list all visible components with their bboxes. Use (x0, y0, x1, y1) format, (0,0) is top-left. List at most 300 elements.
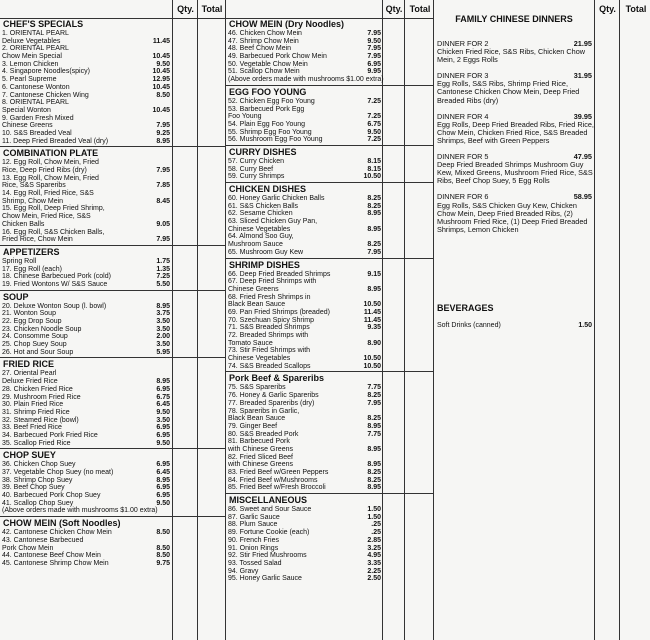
menu-item-price: 7.95 (367, 248, 381, 256)
menu-item-name: 61. S&S Chicken Balls (228, 202, 299, 210)
menu-item-price: 2.85 (367, 536, 381, 544)
menu-item (0, 122, 225, 130)
menu-item-name: 43. Cantonese Barbecued (2, 536, 84, 544)
menu-item-price: 10.50 (363, 362, 381, 370)
menu-item-name: 82. Fried Sliced Beef (228, 453, 293, 461)
menu-item-name: Deluxe Fried Rice (2, 378, 58, 386)
menu-item (0, 130, 225, 138)
menu-section (0, 516, 225, 567)
menu-item (226, 173, 433, 181)
family-dinners-list (434, 40, 594, 242)
section-divider (0, 290, 225, 291)
section-divider (0, 516, 225, 517)
menu-item-price: 4.95 (367, 552, 381, 560)
qty-column-rule (594, 0, 595, 640)
menu-item-name: 95. Honey Garlic Sauce (228, 575, 302, 583)
menu-item-name: 63. Sliced Chicken Guy Pan, (228, 218, 318, 226)
menu-item-price: 11.45 (152, 37, 170, 45)
menu-item (226, 38, 433, 46)
menu-item-price: 8.25 (367, 195, 381, 202)
menu-item-price: 12.95 (152, 76, 170, 84)
menu-item-price: 8.95 (367, 210, 381, 218)
total-header: Total (404, 0, 435, 18)
menu-item-price: 6.95 (156, 385, 170, 393)
menu-item-price: 8.95 (367, 225, 381, 233)
menu-item-price: 10.45 (152, 106, 170, 114)
menu-item-price: 7.85 (156, 182, 170, 190)
menu-item-price: 8.25 (367, 392, 381, 400)
menu-item-price: 7.25 (367, 113, 381, 121)
menu-item-price: 5.95 (156, 348, 170, 356)
menu-item (226, 384, 433, 392)
menu-item (226, 469, 433, 477)
menu-item-name: Chow Mein Special (2, 53, 62, 61)
dinner-price: 31.95 (573, 71, 592, 81)
menu-item (226, 271, 433, 279)
menu-item-name: 55. Shrimp Egg Foo Young (228, 128, 312, 136)
menu-item-name: 94. Gravy (228, 567, 259, 575)
menu-item (226, 30, 433, 38)
menu-item (0, 409, 225, 417)
dinner-items: Egg Rolls, S&S Chicken Guy Kew, Chicken Chow Mein, Deep Fried Breaded Ribs, (2) Mushroom Fried Rice, (1) Deep Fried Breaded Shrimps, Lemon Chicken (437, 200, 588, 234)
menu-item-name: 24. Consomme Soup (2, 333, 68, 341)
qty-header: Qty. (172, 0, 198, 18)
menu-item-name: 1. ORIENTAL PEARL (2, 30, 69, 37)
menu-item-name: Fried Rice, Chow Mein (2, 236, 73, 244)
section-divider (226, 493, 433, 494)
menu-section (226, 493, 433, 583)
menu-item-name: 85. Fried Beef w/Fresh Broccoli (228, 484, 326, 492)
menu-item-price: 8.95 (156, 378, 170, 386)
menu-item-name: 67. Deep Fried Shrimps with (228, 278, 317, 286)
menu-item-name: 52. Chicken Egg Foo Young (228, 97, 315, 105)
menu-item-price: 3.25 (367, 544, 381, 552)
menu-item-price: 2.50 (367, 575, 381, 583)
menu-item (0, 545, 225, 553)
menu-item-name: 62. Sesame Chicken (228, 210, 293, 218)
menu-item-price: 10.45 (152, 68, 170, 76)
menu-item-price: 7.95 (367, 399, 381, 407)
menu-item (226, 400, 433, 408)
menu-column-1 (0, 0, 225, 640)
menu-item (0, 552, 225, 560)
menu-section (226, 145, 433, 181)
menu-item (0, 190, 225, 198)
section-divider (226, 371, 433, 372)
menu-item (226, 514, 433, 522)
menu-item-name: 80. S&S Breaded Pork (228, 430, 299, 438)
section-divider (226, 258, 433, 259)
menu-item (0, 386, 225, 394)
dinner-price: 39.95 (573, 111, 592, 121)
menu-item-price: 8.95 (156, 476, 170, 484)
menu-item-price: 3.50 (156, 341, 170, 349)
menu-item-name: with Chinese Greens (228, 461, 293, 469)
menu-item-name: Chinese Vegetables (228, 355, 291, 363)
menu-item-name: Chinese Greens (228, 285, 279, 293)
menu-item (0, 221, 225, 229)
menu-item-price: 9.35 (367, 324, 381, 332)
menu-item (226, 431, 433, 439)
menu-item-price: 6.75 (367, 120, 381, 128)
menu-item-name: 49. Barbecued Pork Chow Mein (228, 53, 327, 61)
menu-item-name: 4. Singapore Noodles(spicy) (2, 68, 90, 76)
menu-item-price: 9.50 (156, 499, 170, 507)
menu-item-name: 68. Fried Fresh Shrimps in (228, 293, 311, 301)
menu-item-price: 7.75 (367, 430, 381, 438)
menu-item (0, 537, 225, 545)
menu-item-name: 25. Chop Suey Soup (2, 341, 67, 349)
menu-item-price: 8.15 (367, 157, 381, 165)
menu-item-price: 8.25 (367, 469, 381, 476)
menu-item (0, 417, 225, 425)
menu-item (0, 507, 225, 515)
menu-item (226, 454, 433, 462)
column-header (226, 0, 433, 19)
menu-item-name: 40. Barbecued Pork Chop Suey (2, 492, 101, 500)
menu-item-name: 90. French Fries (228, 536, 279, 544)
menu-item-name: 31. Shrimp Fried Rice (2, 408, 70, 416)
menu-item (0, 303, 225, 311)
section-divider (0, 146, 225, 147)
menu-section (226, 182, 433, 257)
menu-item-name: 23. Chicken Noodle Soup (2, 325, 82, 333)
menu-item-price: 6.95 (156, 484, 170, 492)
section-title: CHOW MEIN (Dry Noodles) (229, 19, 345, 29)
menu-item-name: 47. Shrimp Chow Mein (228, 37, 299, 45)
menu-item-price: 6.95 (156, 424, 170, 432)
menu-item-name: 17. Egg Roll (each) (2, 265, 62, 273)
menu-item-name: 29. Mushroom Fried Rice (2, 393, 81, 401)
menu-item-name: 32. Steamed Rice (bowl) (2, 416, 79, 424)
family-dinner (434, 113, 594, 145)
menu-item (226, 218, 433, 226)
menu-item-price: 6.95 (156, 461, 170, 469)
menu-item-name: 66. Deep Fried Breaded Shrimps (228, 270, 331, 278)
menu-item-name: Special Wonton (2, 106, 51, 114)
menu-item-name: 26. Hot and Sour Soup (2, 348, 74, 356)
menu-item-name: 73. Stir Fried Shrimps with (228, 347, 311, 355)
menu-item-name: 93. Tossed Salad (228, 559, 282, 567)
menu-item (226, 309, 433, 317)
menu-item (0, 45, 225, 53)
menu-item-name: 28. Chicken Fried Rice (2, 385, 73, 393)
menu-item (0, 432, 225, 440)
menu-item (0, 273, 225, 281)
menu-item-name: 87. Garlic Sauce (228, 513, 280, 521)
menu-item (226, 61, 433, 69)
menu-item-name: 27. Oriental Pearl (2, 370, 57, 378)
menu-item-price: 8.45 (156, 197, 170, 205)
menu-item-name: 46. Chicken Chow Mein (228, 30, 302, 37)
menu-item-price: 9.50 (367, 37, 381, 45)
menu-item (0, 84, 225, 92)
menu-item (226, 98, 433, 106)
menu-item (0, 167, 225, 175)
section-title: CHOP SUEY (3, 450, 56, 461)
menu-section (0, 146, 225, 244)
menu-item (226, 203, 433, 211)
menu-item-price: 8.90 (367, 339, 381, 347)
menu-item-name: 15. Egg Roll, Deep Fried Shrimp, (2, 205, 105, 213)
menu-item-price: .25 (371, 521, 381, 529)
menu-item (0, 229, 225, 237)
family-dinner (434, 72, 594, 104)
menu-item-name: 19. Fried Wontons W/ S&S Sauce (2, 280, 108, 288)
menu-item-price: 8.50 (156, 552, 170, 560)
menu-item-name: 84. Fried Beef w/Mushrooms (228, 476, 318, 484)
menu-item-name: 38. Shrimp Chop Suey (2, 476, 73, 484)
menu-item-name: 36. Chicken Chop Suey (2, 461, 76, 469)
menu-item-name: 3. Lemon Chicken (2, 60, 59, 68)
menu-item (226, 294, 433, 302)
menu-item-name: 39. Beef Chop Suey (2, 484, 65, 492)
menu-item-price: 6.95 (156, 492, 170, 500)
menu-item-price: 8.95 (367, 422, 381, 430)
menu-item-name: 50. Vegetable Chow Mein (228, 60, 308, 68)
menu-item (0, 107, 225, 115)
menu-item-name: Chicken Balls (2, 220, 45, 228)
menu-item (226, 241, 433, 249)
menu-item (0, 213, 225, 221)
menu-item-price: 8.25 (367, 415, 381, 423)
menu-item-name: 76. Honey & Garlic Spareribs (228, 392, 319, 400)
menu-item-name: 71. S&S Breaded Shrimps (228, 324, 310, 332)
menu-item-price: 10.50 (363, 355, 381, 363)
menu-section (0, 448, 225, 515)
beverages-title: BEVERAGES (437, 303, 494, 313)
menu-item-price: 8.50 (156, 544, 170, 552)
menu-item (226, 158, 433, 166)
menu-item-name: 81. Barbecued Pork (228, 438, 290, 446)
section-title: EGG FOO YOUNG (229, 86, 307, 97)
dinner-items: Egg Rolls, Deep Fried Breaded Ribs, Fried Rice, Chow Mein, Chicken Fried Rice, S&S Breaded Shrimps, Beef with Green Peppers (437, 119, 594, 145)
menu-item-price: 10.50 (363, 173, 381, 181)
menu-item (226, 363, 433, 371)
menu-item (0, 61, 225, 69)
menu-item-name: Rice, S&S Spareribs (2, 182, 66, 190)
menu-item (226, 226, 433, 234)
dinner-items: Chicken Fried Rice, S&S Ribs, Chicken Chow Mein, 2 Eggs Rolls (437, 47, 586, 65)
menu-item-name: 7. Cantonese Chicken Wing (2, 91, 89, 99)
menu-item (226, 113, 433, 121)
menu-item (0, 318, 225, 326)
menu-section (226, 19, 433, 84)
menu-item-price: 10.45 (152, 83, 170, 91)
beverage-price: 1.50 (578, 322, 592, 329)
menu-item-name: 41. Scallop Chop Suey (2, 499, 74, 507)
family-dinners-title: FAMILY CHINESE DINNERS (455, 14, 573, 24)
menu-item-name: 48. Beef Chow Mein (228, 45, 292, 53)
menu-item-name: 12. Egg Roll, Chow Mein, Fried (2, 159, 99, 167)
menu-item (226, 106, 433, 114)
menu-item-price: 8.15 (367, 165, 381, 173)
menu-item (226, 415, 433, 423)
menu-section (0, 357, 225, 447)
menu-item (0, 424, 225, 432)
menu-item-name: 89. Fortune Cookie (each) (228, 529, 310, 537)
menu-item-price: 9.50 (156, 439, 170, 447)
menu-item (0, 198, 225, 206)
menu-item (226, 521, 433, 529)
menu-item-price: 7.95 (156, 167, 170, 174)
menu-item-price: 11.45 (363, 308, 381, 316)
menu-item (226, 317, 433, 325)
menu-item (0, 182, 225, 190)
menu-item (0, 341, 225, 349)
menu-item-name: 20. Deluxe Wonton Soup (l. bowl) (2, 302, 107, 310)
menu-item-name: 14. Egg Roll, Fried Rice, S&S (2, 190, 94, 198)
menu-item-name: 21. Wonton Soup (2, 310, 56, 318)
menu-item-price: 9.50 (156, 408, 170, 416)
menu-item (0, 370, 225, 378)
menu-item-name: (Above orders made with mushrooms $1.00 extra) (2, 507, 158, 515)
menu-item (226, 324, 433, 332)
menu-item-name: Chinese Greens (2, 122, 53, 130)
menu-item-price: .25 (371, 529, 381, 537)
menu-item-price: 7.95 (156, 236, 170, 244)
menu-item (226, 136, 433, 144)
menu-item-price: 10.45 (152, 53, 170, 61)
menu-item (226, 537, 433, 545)
menu-item-price: 7.95 (367, 30, 381, 37)
menu-item-price: 8.50 (156, 91, 170, 99)
menu-item-name: Black Bean Sauce (228, 415, 286, 423)
menu-item (226, 575, 433, 583)
menu-item-price: 1.50 (367, 513, 381, 521)
menu-item-name: 83. Fried Beef w/Green Peppers (228, 469, 329, 476)
menu-item-name: with Chinese Greens (228, 445, 293, 453)
menu-item (226, 249, 433, 257)
menu-item-name: 75. S&S Spareribs (228, 384, 286, 392)
total-column-rule (619, 0, 620, 640)
menu-item-price: 5.50 (156, 280, 170, 288)
qty-header: Qty. (594, 0, 620, 18)
menu-item-price: 7.95 (156, 122, 170, 130)
section-title: CHICKEN DISHES (229, 184, 307, 194)
menu-column-2 (225, 0, 433, 640)
menu-item (0, 68, 225, 76)
family-dinner (434, 153, 594, 185)
section-divider (0, 357, 225, 358)
menu-item-name: Pork Chow Mein (2, 544, 54, 552)
menu-item (0, 560, 225, 568)
menu-section (0, 19, 225, 145)
menu-item-name: 91. Onion Rings (228, 544, 279, 552)
menu-item-name: 59. Curry Shrimps (228, 173, 285, 181)
menu-item (226, 233, 433, 241)
menu-item (226, 461, 433, 469)
menu-section (0, 290, 225, 357)
menu-item-price: 8.95 (367, 445, 381, 453)
beverage-name: Soft Drinks (canned) (437, 322, 501, 329)
menu-item-price: 2.25 (367, 567, 381, 575)
menu-item-name: 53. Barbecued Pork Egg (228, 105, 305, 113)
section-title: SOUP (3, 291, 29, 302)
menu-item-name: Black Bean Sauce (228, 301, 286, 309)
menu-item (226, 129, 433, 137)
menu-item-name: 22. Egg Drop Soup (2, 318, 62, 325)
menu-item-price: 3.35 (367, 559, 381, 567)
menu-item (0, 310, 225, 318)
menu-item-name: 18. Chinese Barbecued Pork (cold) (2, 273, 111, 281)
menu-item-name: 60. Honey Garlic Chicken Balls (228, 195, 325, 202)
menu-sections (226, 19, 433, 583)
menu-item-name: 65. Mushroom Guy Kew (228, 248, 304, 256)
menu-item-name: 35. Scallop Fried Rice (2, 439, 71, 447)
menu-item (0, 76, 225, 84)
menu-item-price: 8.95 (367, 285, 381, 293)
menu-item-name: 51. Scallop Chow Mein (228, 68, 300, 76)
section-title: CHOW MEIN (Soft Noodles) (3, 518, 121, 529)
section-title: CHEF'S SPECIALS (3, 19, 84, 29)
menu-item (226, 355, 433, 363)
menu-item-name: 9. Garden Fresh Mixed (2, 114, 74, 122)
menu-item-price: 6.45 (156, 469, 170, 476)
menu-item (226, 53, 433, 61)
menu-item-price: 11.45 (363, 316, 381, 324)
dinner-name: DINNER FOR 6 (437, 192, 489, 202)
section-title: SHRIMP DISHES (229, 259, 300, 270)
menu-item-name: 58. Curry Beef (228, 165, 274, 173)
menu-item-price: 3.50 (156, 416, 170, 424)
section-title: CURRY DISHES (229, 146, 297, 157)
menu-item-price: 7.95 (367, 53, 381, 61)
menu-item-name: 45. Cantonese Shrimp Chow Mein (2, 559, 109, 567)
menu-item (226, 552, 433, 560)
dinner-price: 58.95 (573, 192, 592, 202)
menu-item (226, 529, 433, 537)
menu-item-name: Chow Mein, Fried Rice, S&S (2, 213, 91, 221)
menu-item-name: 69. Pan Fried Shrimps (breaded) (228, 308, 330, 316)
dinner-items: Egg Rolls, S&S Ribs, Shrimp Fried Rice, Cantonese Chicken Chow Mein, Deep Fried Breaded Ribs (dry) (437, 79, 580, 105)
section-title: APPETIZERS (3, 246, 60, 257)
menu-item-price: 3.50 (156, 325, 170, 333)
menu-item (0, 378, 225, 386)
menu-item (226, 446, 433, 454)
menu-item (226, 408, 433, 416)
menu-item (0, 349, 225, 357)
menu-item (226, 340, 433, 348)
menu-item-price: 9.50 (367, 128, 381, 136)
menu-item (226, 45, 433, 53)
menu-item (0, 38, 225, 46)
menu-item-price: 8.95 (367, 461, 381, 469)
menu-item (0, 258, 225, 266)
menu-item (226, 347, 433, 355)
menu-item-name: Shrimp, Chow Mein (2, 197, 64, 205)
menu-item (226, 545, 433, 553)
menu-item (0, 205, 225, 213)
menu-section (226, 258, 433, 371)
menu-item-price: 8.95 (156, 302, 170, 310)
menu-item-name: 92. Stir Fried Mushrooms (228, 552, 307, 560)
menu-item-price: 9.75 (156, 559, 170, 567)
menu-item-name: 86. Sweet and Sour Sauce (228, 506, 312, 514)
menu-item-price: 1.75 (156, 257, 170, 265)
menu-item (0, 484, 225, 492)
menu-item-name: 64. Almond Soo Guy, (228, 233, 294, 241)
section-divider (0, 448, 225, 449)
menu-item-name: 70. Szechuan Spicy Shrimp (228, 316, 314, 324)
menu-item (0, 477, 225, 485)
menu-item (226, 301, 433, 309)
menu-item-price: 2.00 (156, 333, 170, 341)
dinner-name: DINNER FOR 2 (437, 39, 489, 48)
menu-item-price: 6.95 (156, 431, 170, 439)
menu-item-name: Deluxe Vegetables (2, 37, 61, 45)
menu-item (0, 266, 225, 274)
